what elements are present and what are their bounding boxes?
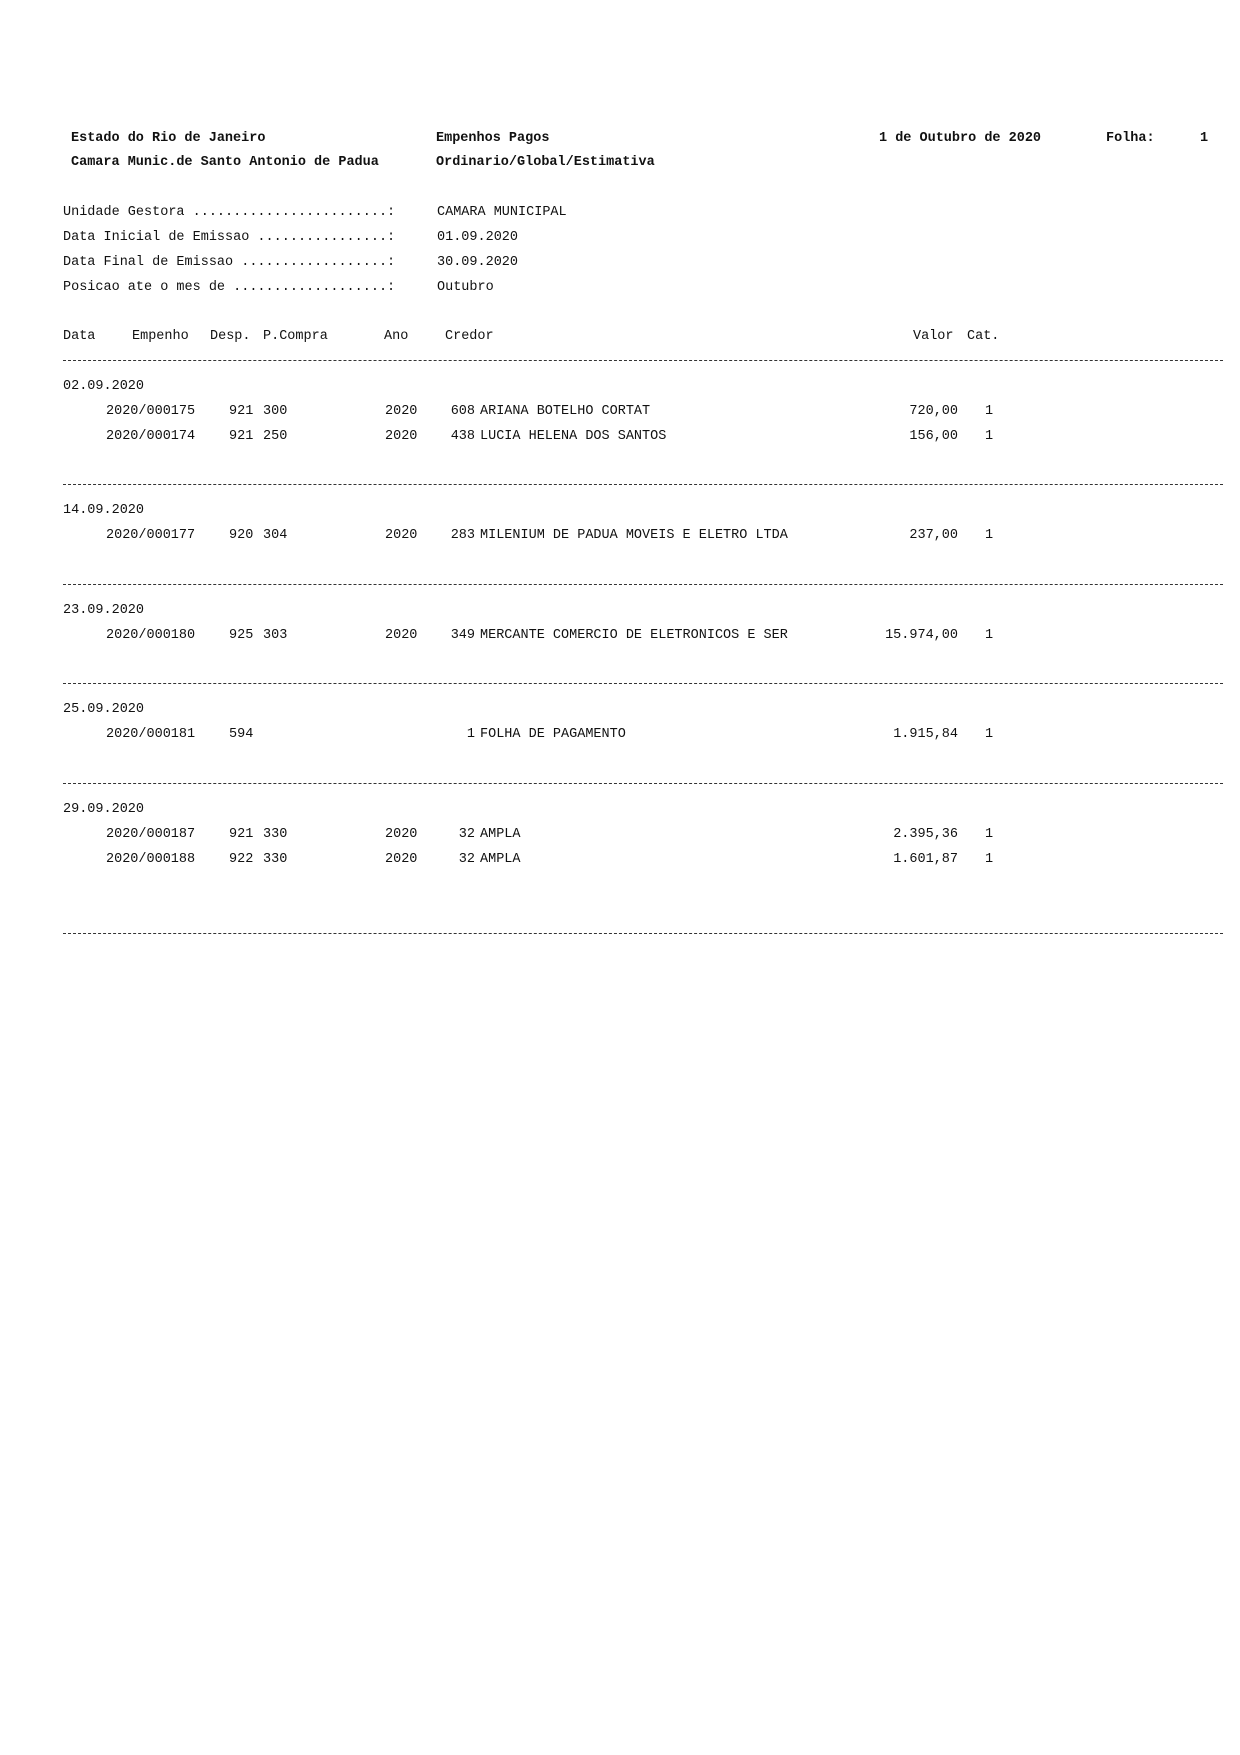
row-ano: 2020 [385, 528, 418, 543]
header-org: Camara Munic.de Santo Antonio de Padua [71, 155, 379, 170]
row-valor: 15.974,00 [885, 628, 958, 643]
param-posicao-value: Outubro [437, 280, 494, 295]
row-credor-code: 32 [458, 827, 475, 842]
row-pcompra: 330 [263, 852, 288, 867]
row-valor: 1.601,87 [893, 852, 958, 867]
row-credor-name: AMPLA [480, 827, 521, 842]
row-credor-name: MILENIUM DE PADUA MOVEIS E ELETRO LTDA [480, 528, 788, 543]
param-posicao-label: Posicao ate o mes de ...................: [63, 280, 396, 295]
col-header-desp: Desp. [210, 329, 251, 344]
row-valor: 1.915,84 [893, 727, 958, 742]
row-cat: 1 [985, 528, 994, 543]
divider [63, 783, 1223, 784]
row-empenho: 2020/000174 [106, 429, 196, 444]
row-ano: 2020 [385, 827, 418, 842]
param-data-inicial-label: Data Inicial de Emissao ................: [63, 230, 396, 245]
row-desp: 921 [229, 404, 254, 419]
header-state: Estado do Rio de Janeiro [71, 131, 266, 146]
report-date: 1 de Outubro de 2020 [879, 131, 1042, 146]
row-ano: 2020 [385, 429, 418, 444]
row-credor-name: MERCANTE COMERCIO DE ELETRONICOS E SER [480, 628, 788, 643]
row-ano: 2020 [385, 852, 418, 867]
row-cat: 1 [985, 404, 994, 419]
param-unidade-label: Unidade Gestora ........................: [63, 205, 396, 220]
row-credor-code: 438 [450, 429, 475, 444]
group-date: 23.09.2020 [63, 603, 145, 618]
param-data-final-label: Data Final de Emissao ..................: [63, 255, 396, 270]
row-credor-code: 32 [458, 852, 475, 867]
group-date: 14.09.2020 [63, 503, 145, 518]
row-pcompra: 250 [263, 429, 288, 444]
param-data-inicial-value: 01.09.2020 [437, 230, 519, 245]
row-valor: 237,00 [909, 528, 958, 543]
row-credor-code: 608 [450, 404, 475, 419]
row-empenho: 2020/000175 [106, 404, 196, 419]
row-empenho: 2020/000177 [106, 528, 196, 543]
row-empenho: 2020/000180 [106, 628, 196, 643]
divider [63, 683, 1223, 684]
row-credor-name: AMPLA [480, 852, 521, 867]
row-pcompra: 303 [263, 628, 288, 643]
folha-label: Folha: [1106, 131, 1155, 146]
row-desp: 921 [229, 827, 254, 842]
row-credor-name: ARIANA BOTELHO CORTAT [480, 404, 651, 419]
col-header-pcompra: P.Compra [263, 329, 328, 344]
row-desp: 925 [229, 628, 254, 643]
row-empenho: 2020/000187 [106, 827, 196, 842]
row-pcompra: 330 [263, 827, 288, 842]
divider [63, 484, 1223, 485]
col-header-empenho: Empenho [132, 329, 189, 344]
divider [63, 584, 1223, 585]
row-desp: 921 [229, 429, 254, 444]
param-data-final-value: 30.09.2020 [437, 255, 519, 270]
row-empenho: 2020/000188 [106, 852, 196, 867]
row-ano: 2020 [385, 404, 418, 419]
row-empenho: 2020/000181 [106, 727, 196, 742]
col-header-valor: Valor [913, 329, 954, 344]
row-credor-code: 349 [450, 628, 475, 643]
row-pcompra: 304 [263, 528, 288, 543]
row-cat: 1 [985, 727, 994, 742]
row-credor-name: FOLHA DE PAGAMENTO [480, 727, 626, 742]
row-cat: 1 [985, 429, 994, 444]
row-credor-name: LUCIA HELENA DOS SANTOS [480, 429, 667, 444]
group-date: 29.09.2020 [63, 802, 145, 817]
col-header-ano: Ano [384, 329, 409, 344]
col-header-credor: Credor [445, 329, 494, 344]
row-pcompra: 300 [263, 404, 288, 419]
divider [63, 933, 1223, 934]
col-header-cat: Cat. [967, 329, 1000, 344]
param-unidade-value: CAMARA MUNICIPAL [437, 205, 567, 220]
divider [63, 360, 1223, 361]
row-valor: 156,00 [909, 429, 958, 444]
group-date: 25.09.2020 [63, 702, 145, 717]
row-valor: 2.395,36 [893, 827, 958, 842]
folha-value: 1 [1200, 131, 1209, 146]
col-header-data: Data [63, 329, 96, 344]
row-ano: 2020 [385, 628, 418, 643]
row-desp: 920 [229, 528, 254, 543]
report-subtitle: Ordinario/Global/Estimativa [436, 155, 655, 170]
report-title: Empenhos Pagos [436, 131, 550, 146]
row-credor-code: 1 [466, 727, 475, 742]
row-valor: 720,00 [909, 404, 958, 419]
row-credor-code: 283 [450, 528, 475, 543]
row-desp: 594 [229, 727, 254, 742]
row-cat: 1 [985, 852, 994, 867]
row-desp: 922 [229, 852, 254, 867]
row-cat: 1 [985, 628, 994, 643]
group-date: 02.09.2020 [63, 379, 145, 394]
row-cat: 1 [985, 827, 994, 842]
